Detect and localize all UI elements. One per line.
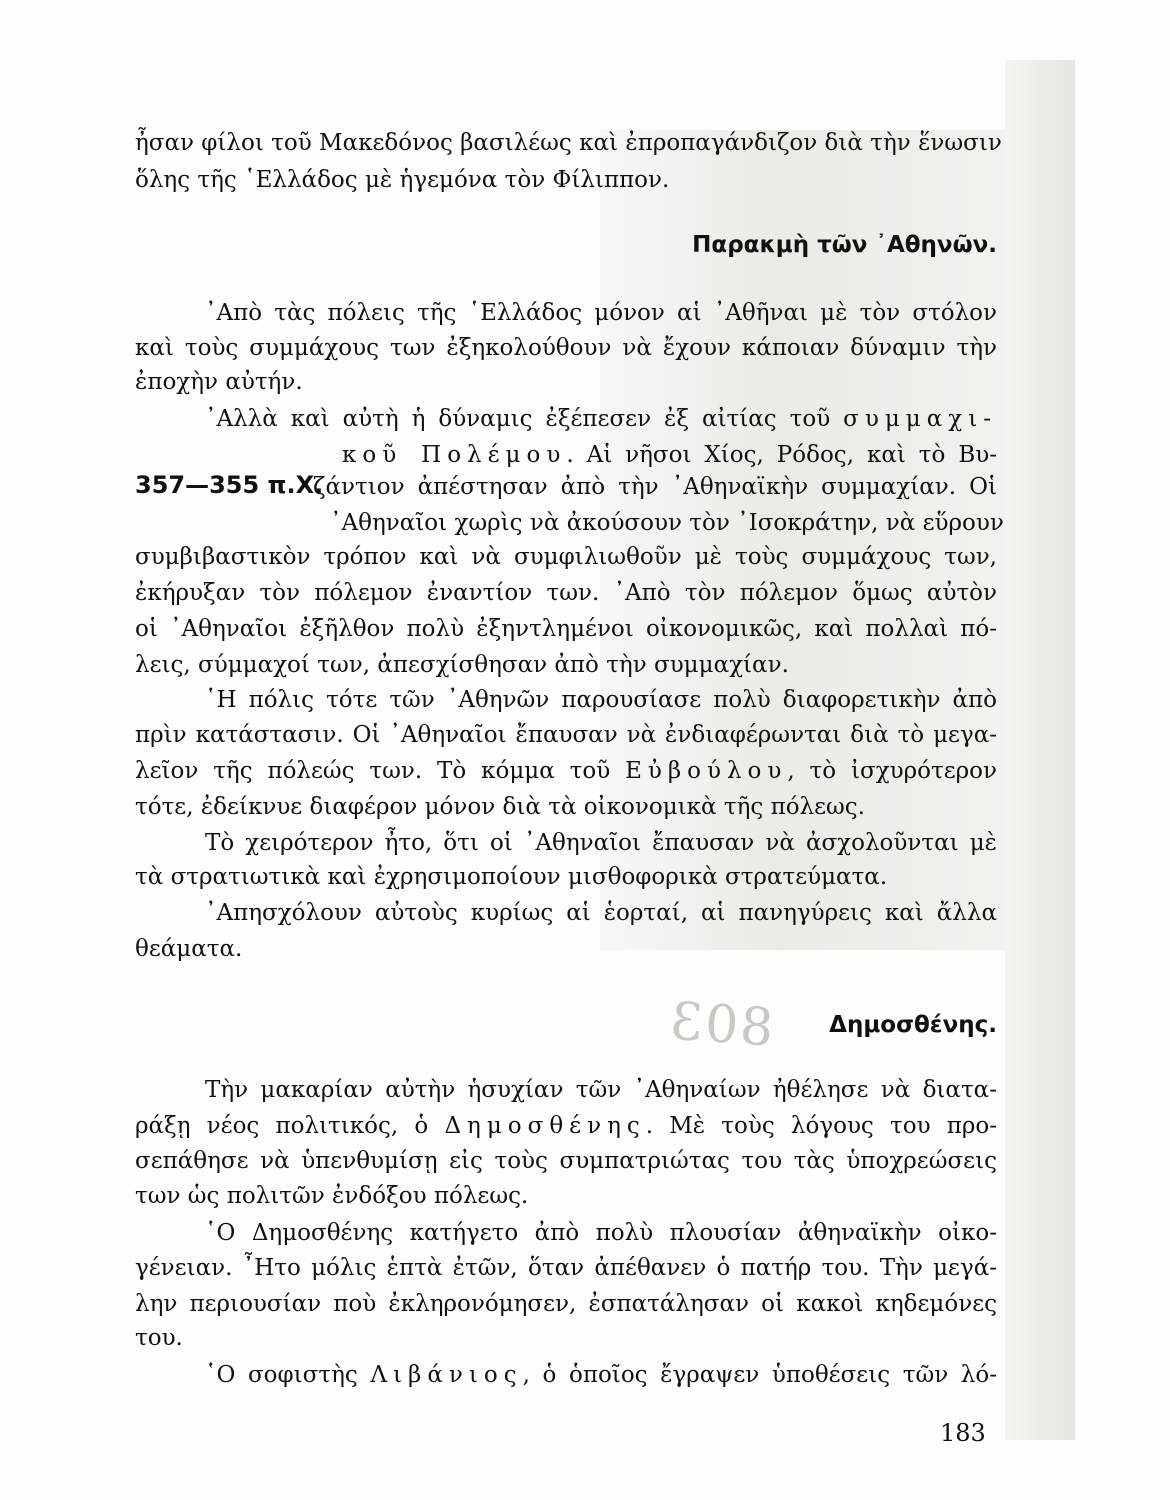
page-edge-shadow xyxy=(1005,60,1075,1440)
spaced-emphasis: Δημοσθένης xyxy=(444,1113,646,1139)
text-line: τότε, ἐδείκνυε διαφέρον μόνον διὰ τὰ οἰκονομικὰ τῆς πόλεως. xyxy=(135,794,865,820)
text-line: λεις, σύμμαχοί των, ἀπεσχίσθησαν ἀπὸ τὴν συμμαχίαν. xyxy=(135,652,789,678)
text-line: των ὡς πολιτῶν ἐνδόξου πόλεως. xyxy=(135,1183,529,1209)
section-heading-decline: Παρακμὴ τῶν ᾿Αθηνῶν. xyxy=(692,232,997,258)
text-line: ὅλης τῆς ῾Ελλάδος μὲ ἡγεμόνα τὸν Φίλιππον. xyxy=(135,167,670,193)
text-line xyxy=(135,404,997,434)
text-fragment: ᾿Αλλὰ καὶ αὐτὴ ἡ δύναμις ἐξέπεσεν ἐξ αἰτίας τοῦ xyxy=(205,406,831,432)
text-line: σεπάθησε νὰ ὑπενθυμίσῃ εἰς τοὺς συμπατριώτας του τὰς ὑποχρεώσεις xyxy=(135,1148,997,1174)
text-line xyxy=(135,1360,997,1390)
text-line: οἱ ᾿Αθηναῖοι ἐξῆλθον πολὺ ἐξηντλημένοι οἰκονομικῶς, καὶ πολλαὶ πό- xyxy=(135,616,997,642)
text-line: καὶ τοὺς συμμάχους των ἐξηκολούθουν νὰ ἔχουν κάποιαν δύναμιν τὴν xyxy=(135,335,997,361)
spaced-emphasis: Λιβάνιος xyxy=(370,1362,523,1388)
text-line: ᾿Απὸ τὰς πόλεις τῆς ῾Ελλάδος μόνον αἱ ᾿Αθῆναι μὲ τὸν στόλον xyxy=(205,300,997,326)
text-line: ἐκήρυξαν τὸν πόλεμον ἐναντίον των. ᾿Απὸ τὸν πόλεμον ὅμως αὐτὸν xyxy=(135,580,997,606)
text-fragment: λεῖον τῆς πόλεώς των. Τὸ κόμμα τοῦ xyxy=(135,758,611,784)
text-line xyxy=(135,756,997,786)
text-line: γένειαν. ῏Ητο μόλις ἑπτὰ ἐτῶν, ὅταν ἀπέθανεν ὁ πατήρ του. Τὴν μεγά- xyxy=(135,1255,997,1281)
text-fragment: ράξῃ νέος πολιτικός, ὁ xyxy=(135,1113,429,1139)
text-line: ῾Η πόλις τότε τῶν ᾿Αθηνῶν παρουσίασε πολὺ διαφορετικὴν ἀπὸ xyxy=(205,687,997,713)
text-line: συμβιβαστικὸν τρόπον καὶ νὰ συμφιλιωθοῦν μὲ τοὺς συμμάχους των, xyxy=(135,544,997,570)
text-line xyxy=(135,1111,997,1141)
spaced-emphasis: συμμαχι- xyxy=(843,406,997,432)
text-fragment: . Αἱ νῆσοι Χίος, Ρόδος, καὶ τὸ Βυ- xyxy=(566,442,997,468)
spaced-emphasis: κοῦ Πολέμου xyxy=(342,442,567,468)
text-line: θεάματα. xyxy=(135,936,243,962)
text-line: ῾Ο Δημοσθένης κατήγετο ἀπὸ πολὺ πλουσίαν ἀθηναϊκὴν οἰκο- xyxy=(205,1220,997,1246)
text-fragment: , ὁ ὁποῖος ἔγραψεν ὑποθέσεις τῶν λό- xyxy=(522,1362,998,1388)
text-line xyxy=(342,440,997,470)
text-fragment: . Μὲ τοὺς λόγους του προ- xyxy=(645,1113,997,1139)
spaced-emphasis: Εὐβούλου xyxy=(625,758,788,784)
text-line: ᾿Απησχόλουν αὐτοὺς κυρίως αἱ ἑορταί, αἱ πανηγύρεις καὶ ἄλλα xyxy=(205,900,997,926)
text-fragment: ῾Ο σοφιστὴς xyxy=(205,1362,358,1388)
text-line: ζάντιον ἀπέστησαν ἀπὸ τὴν ᾿Αθηναϊκὴν συμμαχίαν. Οἱ xyxy=(313,474,997,500)
text-line: τὰ στρατιωτικὰ καὶ ἐχρησιμοποίουν μισθοφορικὰ στρατεύματα. xyxy=(135,864,888,890)
text-line: Τὸ χειρότερον ἦτο, ὅτι οἱ ᾿Αθηναῖοι ἔπαυσαν νὰ ἀσχολοῦνται μὲ xyxy=(205,830,997,856)
text-line: Τὴν μακαρίαν αὐτὴν ἡσυχίαν τῶν ᾿Αθηναίων ἠθέλησε νὰ διατα- xyxy=(205,1077,997,1103)
margin-date-note: 357—355 π.Χ. xyxy=(135,471,324,499)
text-line: λην περιουσίαν ποὺ ἐκληρονόμησεν, ἐσπατάλησαν οἱ κακοὶ κηδεμόνες xyxy=(135,1291,997,1317)
text-line: ἐποχὴν αὐτήν. xyxy=(135,369,303,395)
text-fragment: , τὸ ἰσχυρότερον xyxy=(787,758,997,784)
text-line: ἦσαν φίλοι τοῦ Μακεδόνος βασιλέως καὶ ἐπροπαγάνδιζον διὰ τὴν ἕνωσιν xyxy=(135,130,1002,156)
section-heading-demosthenes: Δημοσθένης. xyxy=(829,1012,997,1038)
mirrored-stamp-number: 803 xyxy=(666,991,776,1059)
text-line: πρὶν κατάστασιν. Οἱ ᾿Αθηναῖοι ἔπαυσαν νὰ ἐνδιαφέρωνται διὰ τὸ μεγα- xyxy=(135,722,997,748)
page-number: 183 xyxy=(940,1419,986,1447)
text-line: του. xyxy=(135,1325,183,1351)
text-line: ᾿Αθηναῖοι χωρὶς νὰ ἀκούσουν τὸν ᾿Ισοκράτην, νὰ εὕρουν xyxy=(330,510,1004,536)
